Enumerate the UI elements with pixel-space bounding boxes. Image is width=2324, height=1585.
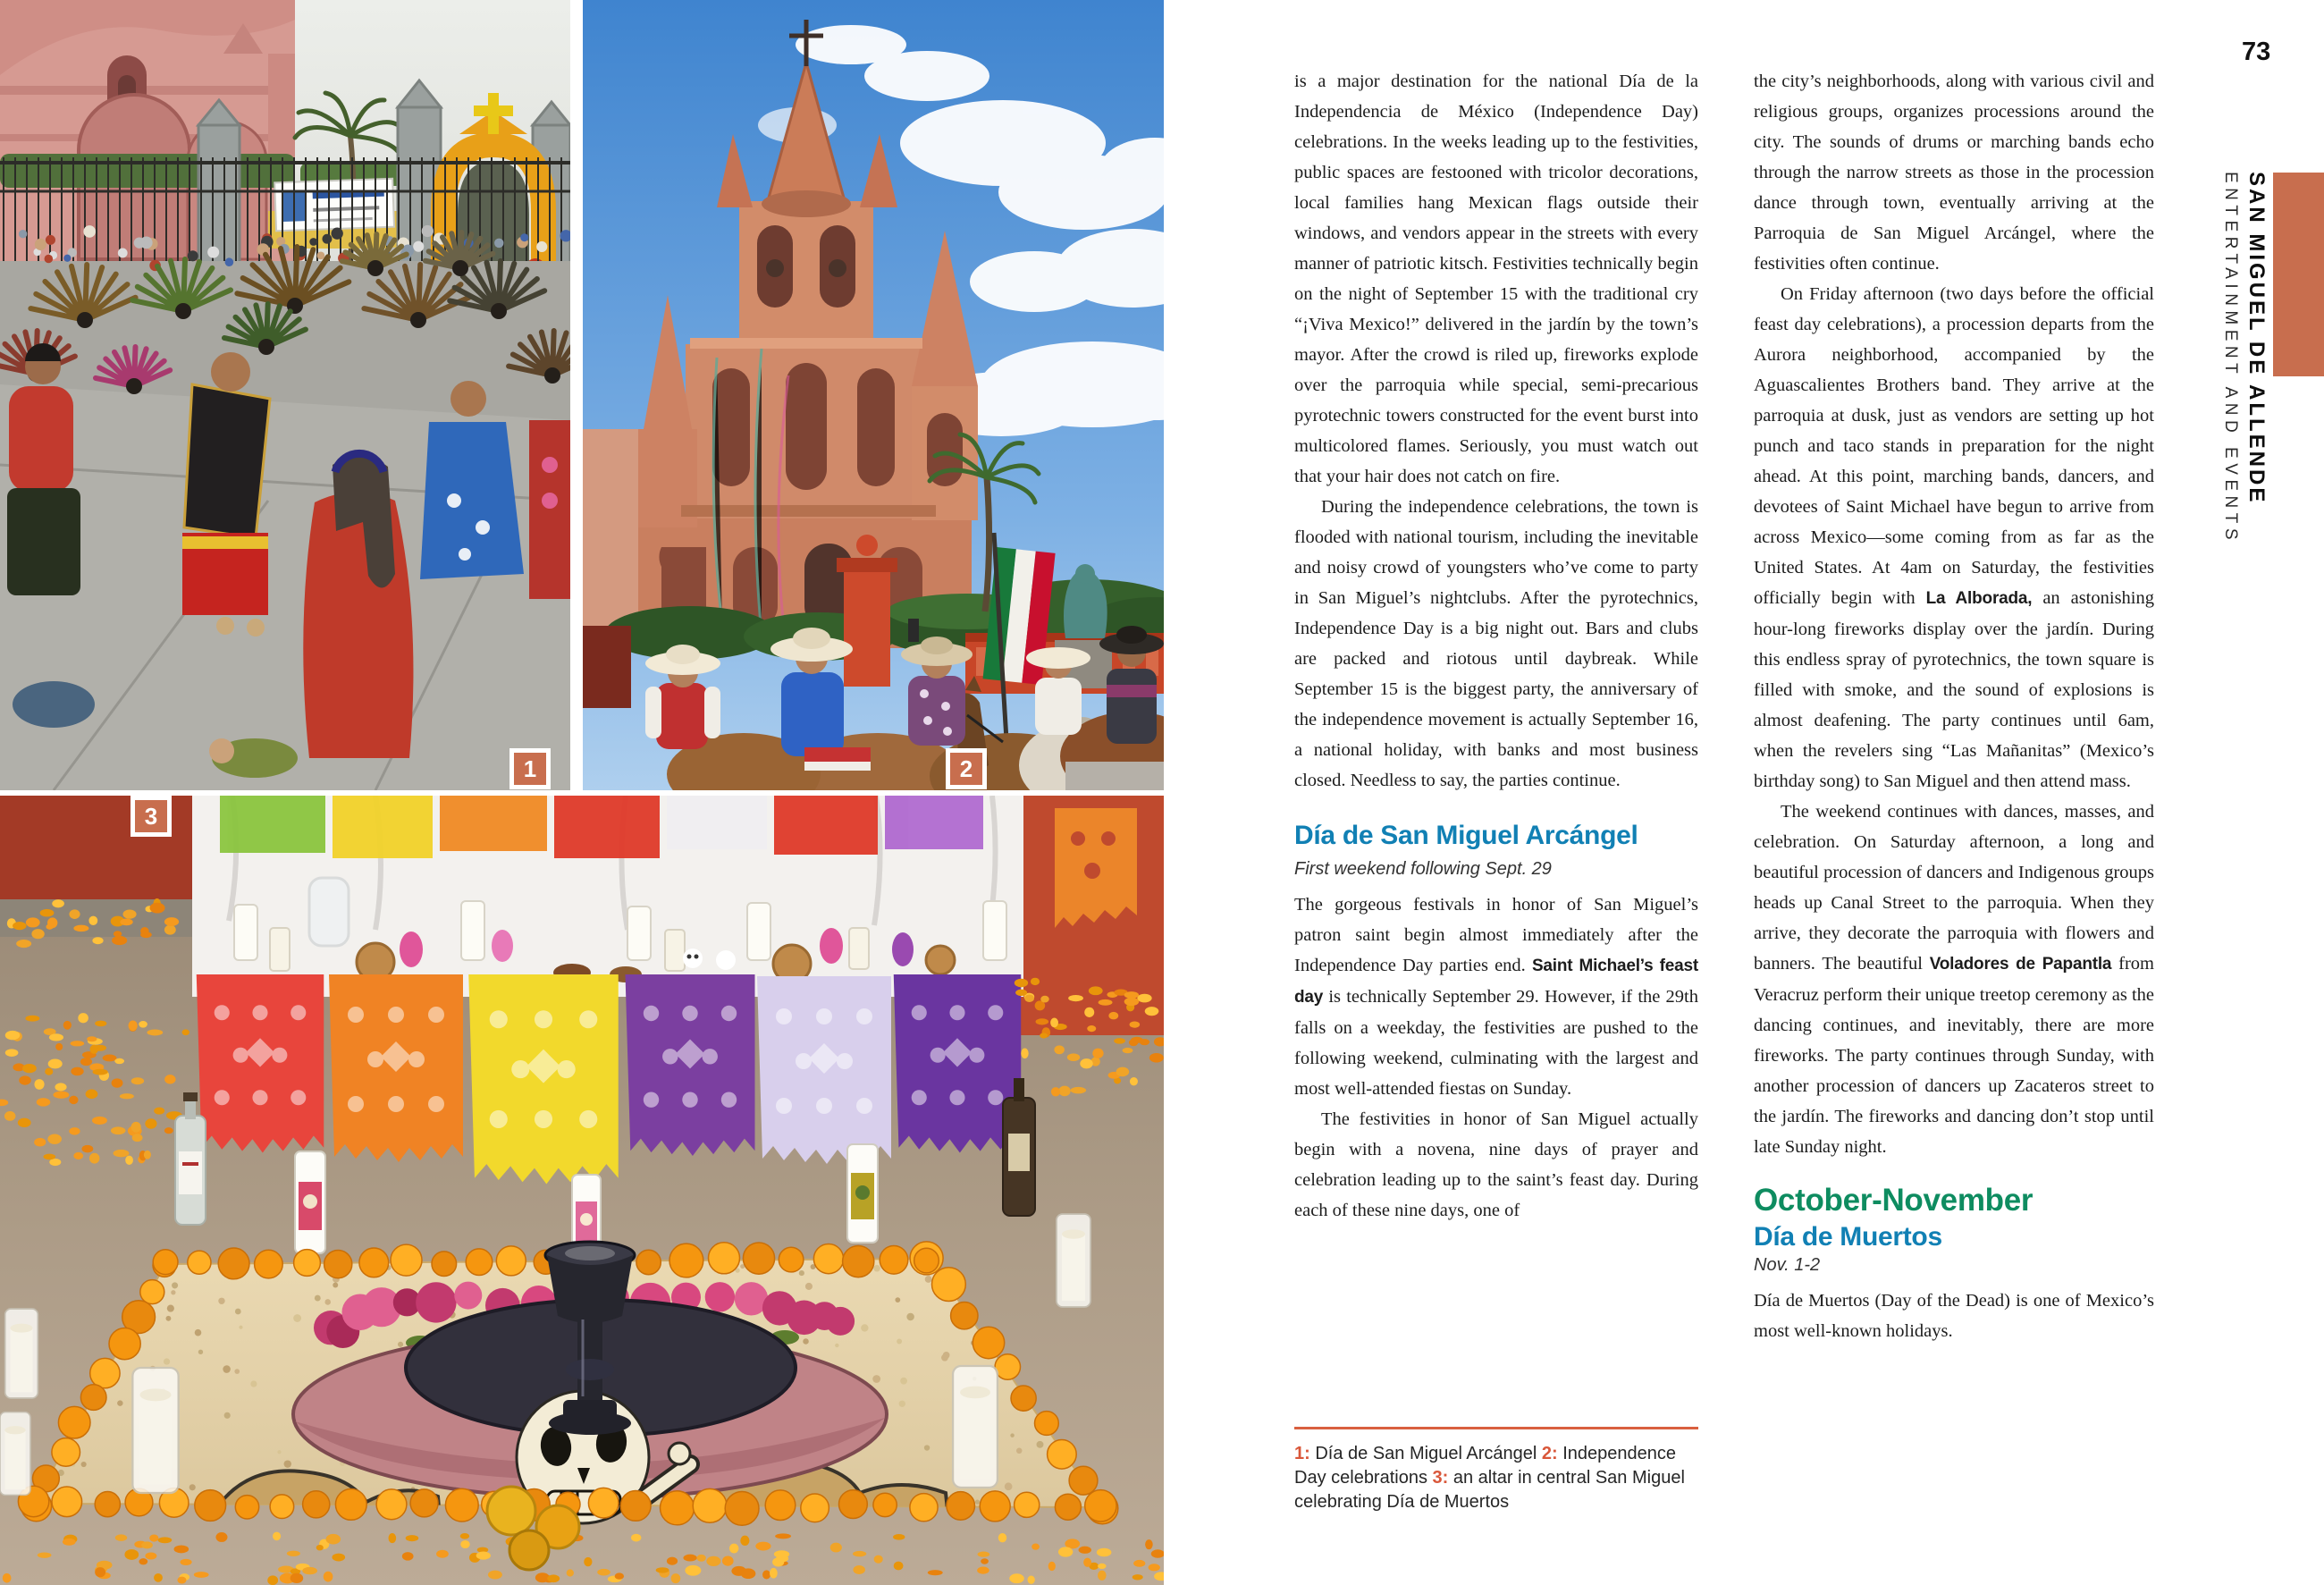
text-run: the city’s neighborhoods, along with various civil and religious groups, organizes processions around the city. The sounds of drums or marching bands echo through the narrow streets as those in the procession dance through town, eventually arriving at the Parroquia de San Miguel Arcángel, where the festivities often continue. [1754, 72, 2154, 274]
date-subhead: First weekend following Sept. 29 [1294, 859, 1552, 879]
left-text-column [1294, 66, 1698, 1226]
tissue-flags [220, 796, 983, 858]
text-run: is a major destination for the national Día de la Independencia de México (Independence Day) celebrations. In the weeks leading up to the festivities, public spaces are festooned with tricolor decorations, local families hang Mexican flags outside their windows, and vendors appear in the streets with every manner of patriotic kitsch. Festivities technically begin on the night of September 15 with the traditional cry “¡Viva Mexico!” delivered in the jardín by the town’s mayor. After the crowd is riled up, fireworks explode over the parroquia while special, semi-precarious pyrotechnic towers constructed for the event burst into multicolored flames. Seriously, you must watch out that your hair does not catch on fire. [1294, 72, 1698, 486]
body-paragraph [1754, 1286, 2154, 1346]
body-paragraph [1754, 797, 2154, 1162]
date-subhead: Nov. 1-2 [1754, 1254, 1821, 1275]
photo-number-badge-3: 3 [131, 796, 172, 837]
sidebar-chapter-title: SAN MIGUEL DE ALLENDE [2244, 172, 2269, 505]
text-run: Día de Muertos (Day of the Dead) is one of Mexico’s most well-known holidays. [1754, 1290, 2154, 1341]
sidebar-accent-bar [2273, 173, 2324, 376]
caption-number: 2: [1537, 1444, 1558, 1463]
body-paragraph [1294, 1104, 1698, 1226]
altar-table [192, 796, 1023, 1185]
photo-dancers [0, 0, 570, 790]
caption-label: Independence Day celebrations [1294, 1444, 1676, 1488]
right-text-column [1754, 66, 2154, 1346]
caption-rule [1294, 1427, 1698, 1429]
text-run: is technically September 29. However, if the 29th falls on a weekday, the festivities are pushed to the following weekend, culminating with the largest and most well-attended fiestas on Sunday. [1294, 987, 1698, 1099]
photo-parroquia-image [583, 0, 1164, 790]
bold-term: Saint Michael’s feast day [1294, 957, 1698, 1007]
section-heading: Día de Muertos [1754, 1221, 1942, 1252]
body-paragraph [1294, 66, 1698, 492]
body-paragraph [1294, 492, 1698, 796]
text-run: from Veracruz perform their unique treetop ceremony as the dancing continues, and inevitably, there are more fireworks. The party continues through Sunday, with another procession of dancers up Zacateros street to the jardín. The fireworks and dancing don’t stop until late Sunday night. [1754, 954, 2154, 1157]
text-run: The weekend continues with dances, masses, and celebration. On Saturday afternoon, a long and beautiful procession of dancers and Indigenous groups heads up Canal Street to the parroquia. When they arrive, they decorate the parroquia with flowers and banners. The beautiful [1754, 802, 2154, 974]
caption-number: 1: [1294, 1444, 1310, 1463]
body-paragraph [1294, 889, 1698, 1104]
body-paragraph [1754, 66, 2154, 279]
text-run: an astonishing hour-long fireworks display over the jardín. During this endless spray of pyrotechnics, the town square is filled with smoke, and the sound of explosions is almost deafening. The party continues until 6am, when the revelers sing “Las Mañanitas” (Mexico’s birthday song) to San Miguel and then attend mass. [1754, 588, 2154, 791]
page-number: 73 [2242, 38, 2271, 66]
photo-number-badge-1: 1 [509, 748, 551, 789]
photo-altar-image [0, 796, 1164, 1585]
text-run: During the independence celebrations, the town is flooded with national tourism, including the inevitable and noisy crowd of youngsters who’ve come to party in San Miguel’s nightclubs. After the pyrotechnics, Independence Day is a big night out. Bars and clubs are packed and riotous until daybreak. While September 15 is the biggest party, the anniversary of the independence movement is actually September 16, a national holiday, with banks and most business closed. Needless to say, the parties continue. [1294, 497, 1698, 790]
caption-text [1294, 1442, 1698, 1514]
photo-parroquia [583, 0, 1164, 790]
photo-altar [0, 796, 1164, 1585]
text-run: The gorgeous festivals in honor of San Miguel’s patron saint begin almost immediately after the Independence Day parties end. [1294, 895, 1698, 975]
section-heading: Día de San Miguel Arcángel [1294, 821, 1638, 850]
sidebar-section-title: ENTERTAINMENT AND EVENTS [2221, 172, 2240, 545]
body-paragraph [1754, 279, 2154, 797]
photo-number-badge-2: 2 [946, 748, 987, 789]
bold-term: Voladores de Papantla [1929, 955, 2112, 974]
photo-dancers-image [0, 0, 570, 790]
caption-number: 3: [1427, 1468, 1449, 1488]
photo-caption [1294, 1427, 1698, 1514]
text-run: The festivities in honor of San Miguel actually begin with a novena, nine days of prayer and celebration leading up to the saint’s feast day. During each of these nine days, one of [1294, 1109, 1698, 1220]
caption-label: an altar in central San Miguel celebrating Día de Muertos [1294, 1468, 1685, 1512]
bold-term: La Alborada, [1925, 589, 2033, 608]
text-run: On Friday afternoon (two days before the official feast day celebrations), a procession departs from the Aurora neighborhood, accompanied by the Aguascalientes Brothers band. They arrive at the parroquia at dusk, just as vendors are setting up hot punch and taco stands in preparation for the night ahead. At this point, marching bands, dancers, and devotees of Saint Michael have begun to arrive from across Mexico—some coming from as far as the United States. At 4am on Saturday, the festivities officially begin with [1754, 284, 2154, 608]
caption-label: Día de San Miguel Arcángel [1309, 1444, 1537, 1463]
month-heading: October-November [1754, 1183, 2034, 1218]
